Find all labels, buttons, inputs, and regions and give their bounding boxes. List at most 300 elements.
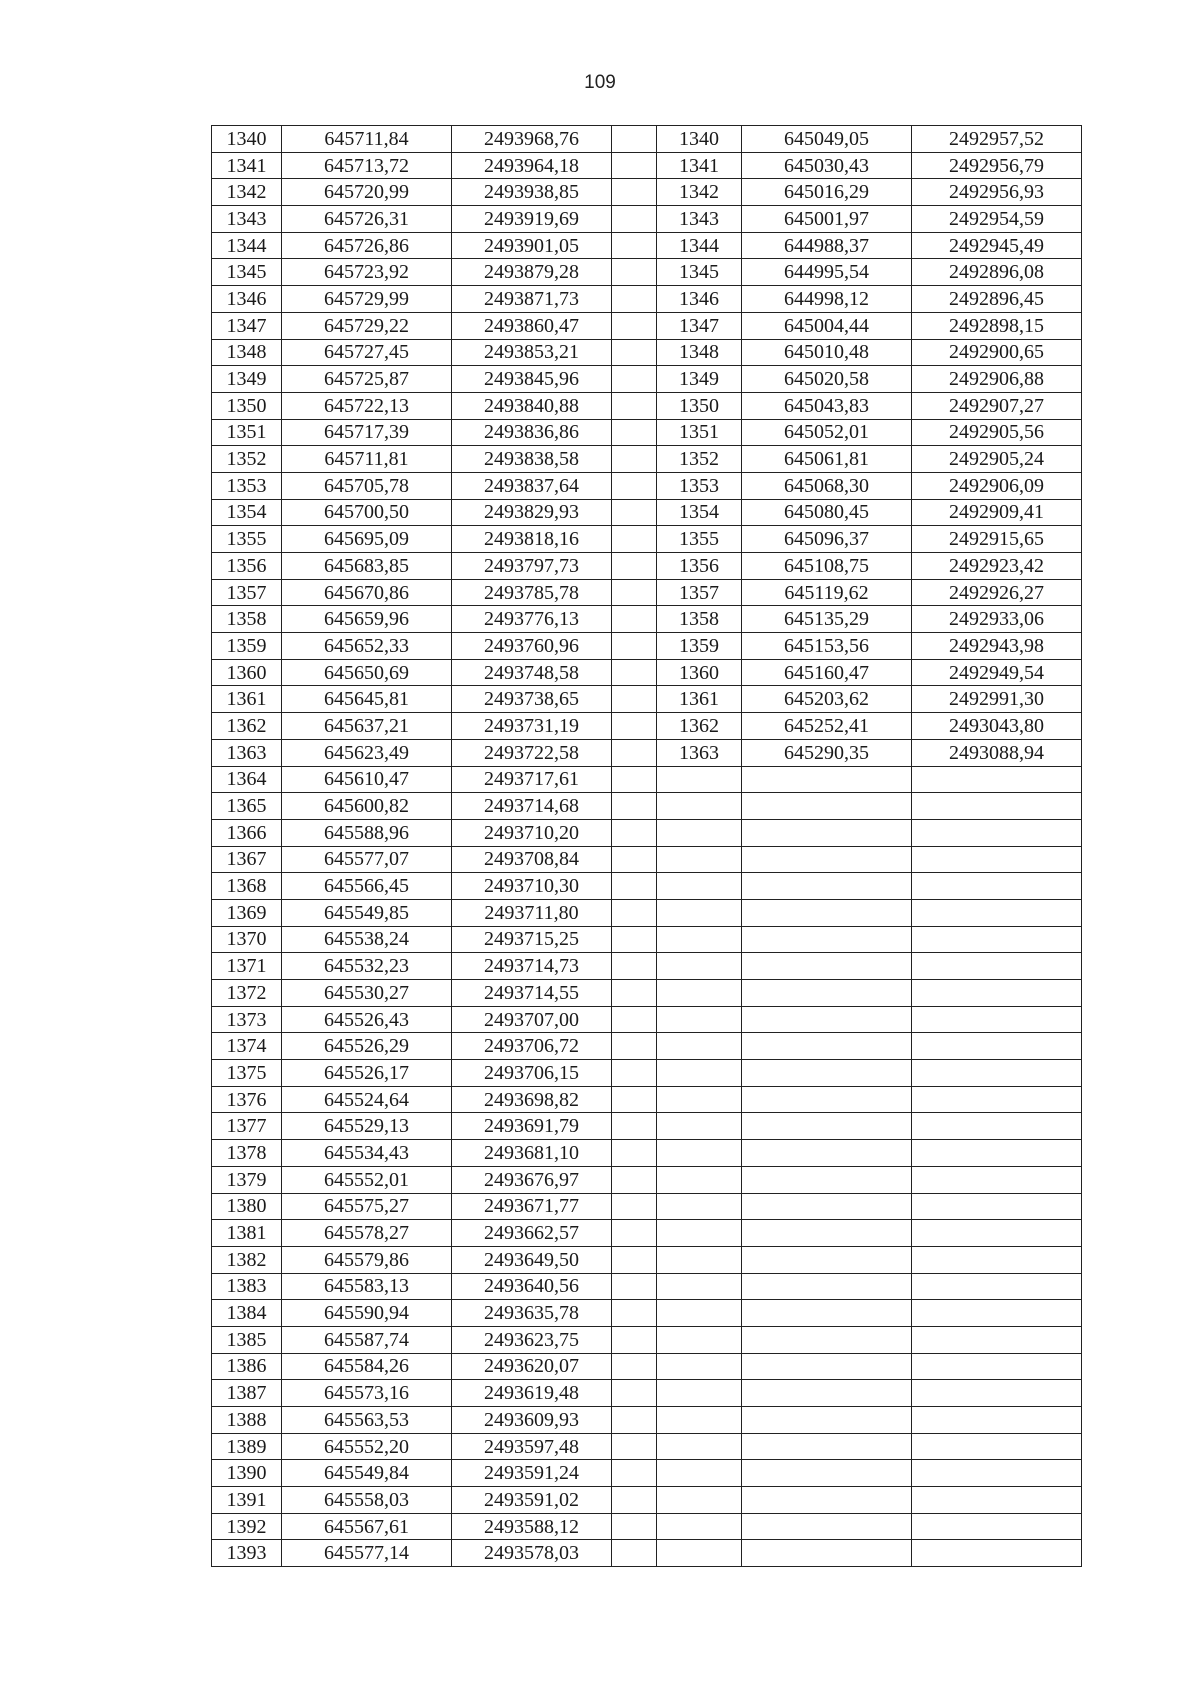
right-point-number-cell (657, 926, 742, 953)
left-x-coordinate-cell: 645652,33 (282, 633, 452, 660)
right-point-number-cell (657, 1086, 742, 1113)
table-row (212, 1380, 1082, 1407)
table-row (212, 206, 1082, 233)
empty-separator-cell (612, 259, 657, 286)
right-point-number-cell: 1357 (657, 579, 742, 606)
empty-separator-cell (612, 1273, 657, 1300)
right-x-coordinate-cell (742, 846, 912, 873)
left-y-coordinate-cell: 2493715,25 (452, 926, 612, 953)
left-y-coordinate-cell: 2493836,86 (452, 419, 612, 446)
left-y-coordinate-cell: 2493681,10 (452, 1140, 612, 1167)
table-row (212, 366, 1082, 393)
table-row (212, 579, 1082, 606)
right-y-coordinate-cell (912, 1380, 1082, 1407)
table-row (212, 392, 1082, 419)
left-y-coordinate-cell: 2493879,28 (452, 259, 612, 286)
left-y-coordinate-cell: 2493776,13 (452, 606, 612, 633)
right-x-coordinate-cell (742, 819, 912, 846)
right-y-coordinate-cell: 2492954,59 (912, 206, 1082, 233)
right-x-coordinate-cell (742, 1460, 912, 1487)
right-point-number-cell (657, 766, 742, 793)
right-x-coordinate-cell (742, 1353, 912, 1380)
right-y-coordinate-cell: 2492923,42 (912, 553, 1082, 580)
left-y-coordinate-cell: 2493710,30 (452, 873, 612, 900)
left-y-coordinate-cell: 2493609,93 (452, 1407, 612, 1434)
left-x-coordinate-cell: 645526,17 (282, 1060, 452, 1087)
right-y-coordinate-cell: 2492945,49 (912, 232, 1082, 259)
left-point-number-cell: 1375 (212, 1060, 282, 1087)
table-row (212, 1140, 1082, 1167)
left-y-coordinate-cell: 2493707,00 (452, 1006, 612, 1033)
left-x-coordinate-cell: 645650,69 (282, 659, 452, 686)
right-y-coordinate-cell (912, 1487, 1082, 1514)
right-point-number-cell: 1355 (657, 526, 742, 553)
right-x-coordinate-cell: 645030,43 (742, 152, 912, 179)
right-y-coordinate-cell (912, 899, 1082, 926)
table-row (212, 1460, 1082, 1487)
table-row (212, 312, 1082, 339)
right-y-coordinate-cell (912, 1060, 1082, 1087)
empty-separator-cell (612, 980, 657, 1007)
right-x-coordinate-cell (742, 1220, 912, 1247)
left-point-number-cell: 1359 (212, 633, 282, 660)
left-x-coordinate-cell: 645610,47 (282, 766, 452, 793)
left-x-coordinate-cell: 645705,78 (282, 472, 452, 499)
left-point-number-cell: 1380 (212, 1193, 282, 1220)
page-number: 109 (584, 72, 616, 93)
right-point-number-cell (657, 1460, 742, 1487)
left-y-coordinate-cell: 2493706,15 (452, 1060, 612, 1087)
left-y-coordinate-cell: 2493901,05 (452, 232, 612, 259)
table-row (212, 1540, 1082, 1567)
empty-separator-cell (612, 179, 657, 206)
table-row (212, 1487, 1082, 1514)
left-x-coordinate-cell: 645683,85 (282, 553, 452, 580)
left-x-coordinate-cell: 645723,92 (282, 259, 452, 286)
empty-separator-cell (612, 846, 657, 873)
left-x-coordinate-cell: 645578,27 (282, 1220, 452, 1247)
right-y-coordinate-cell: 2492907,27 (912, 392, 1082, 419)
right-point-number-cell: 1360 (657, 659, 742, 686)
right-y-coordinate-cell: 2492896,45 (912, 286, 1082, 313)
right-x-coordinate-cell: 645290,35 (742, 739, 912, 766)
right-x-coordinate-cell (742, 793, 912, 820)
left-point-number-cell: 1358 (212, 606, 282, 633)
left-point-number-cell: 1384 (212, 1300, 282, 1327)
empty-separator-cell (612, 1113, 657, 1140)
right-x-coordinate-cell: 645001,97 (742, 206, 912, 233)
left-x-coordinate-cell: 645726,86 (282, 232, 452, 259)
left-point-number-cell: 1370 (212, 926, 282, 953)
left-y-coordinate-cell: 2493620,07 (452, 1353, 612, 1380)
left-x-coordinate-cell: 645590,94 (282, 1300, 452, 1327)
left-y-coordinate-cell: 2493714,55 (452, 980, 612, 1007)
right-point-number-cell: 1353 (657, 472, 742, 499)
left-x-coordinate-cell: 645583,13 (282, 1273, 452, 1300)
right-x-coordinate-cell (742, 1433, 912, 1460)
left-y-coordinate-cell: 2493818,16 (452, 526, 612, 553)
left-x-coordinate-cell: 645729,99 (282, 286, 452, 313)
empty-separator-cell (612, 1006, 657, 1033)
table-row (212, 126, 1082, 153)
table-row (212, 446, 1082, 473)
right-point-number-cell: 1344 (657, 232, 742, 259)
left-point-number-cell: 1374 (212, 1033, 282, 1060)
left-y-coordinate-cell: 2493738,65 (452, 686, 612, 713)
left-x-coordinate-cell: 645577,14 (282, 1540, 452, 1567)
empty-separator-cell (612, 1033, 657, 1060)
left-point-number-cell: 1381 (212, 1220, 282, 1247)
right-x-coordinate-cell: 645160,47 (742, 659, 912, 686)
left-x-coordinate-cell: 645645,81 (282, 686, 452, 713)
right-point-number-cell (657, 1220, 742, 1247)
left-point-number-cell: 1393 (212, 1540, 282, 1567)
empty-separator-cell (612, 152, 657, 179)
left-point-number-cell: 1357 (212, 579, 282, 606)
table-row (212, 1246, 1082, 1273)
left-point-number-cell: 1379 (212, 1166, 282, 1193)
left-x-coordinate-cell: 645573,16 (282, 1380, 452, 1407)
left-point-number-cell: 1371 (212, 953, 282, 980)
empty-separator-cell (612, 286, 657, 313)
right-x-coordinate-cell (742, 1407, 912, 1434)
right-x-coordinate-cell (742, 1246, 912, 1273)
left-y-coordinate-cell: 2493968,76 (452, 126, 612, 153)
left-point-number-cell: 1342 (212, 179, 282, 206)
left-point-number-cell: 1368 (212, 873, 282, 900)
right-point-number-cell: 1349 (657, 366, 742, 393)
left-y-coordinate-cell: 2493711,80 (452, 899, 612, 926)
right-point-number-cell (657, 1166, 742, 1193)
right-y-coordinate-cell: 2492949,54 (912, 659, 1082, 686)
table-row (212, 1006, 1082, 1033)
table-row (212, 1273, 1082, 1300)
left-x-coordinate-cell: 645720,99 (282, 179, 452, 206)
left-x-coordinate-cell: 645579,86 (282, 1246, 452, 1273)
left-x-coordinate-cell: 645623,49 (282, 739, 452, 766)
table-row (212, 819, 1082, 846)
left-point-number-cell: 1352 (212, 446, 282, 473)
right-point-number-cell (657, 899, 742, 926)
left-y-coordinate-cell: 2493619,48 (452, 1380, 612, 1407)
right-y-coordinate-cell (912, 926, 1082, 953)
table-row (212, 606, 1082, 633)
right-x-coordinate-cell: 644995,54 (742, 259, 912, 286)
right-y-coordinate-cell (912, 1513, 1082, 1540)
empty-separator-cell (612, 1487, 657, 1514)
right-x-coordinate-cell: 645068,30 (742, 472, 912, 499)
table-row (212, 1433, 1082, 1460)
left-y-coordinate-cell: 2493797,73 (452, 553, 612, 580)
right-x-coordinate-cell: 644998,12 (742, 286, 912, 313)
left-point-number-cell: 1360 (212, 659, 282, 686)
right-point-number-cell: 1343 (657, 206, 742, 233)
right-x-coordinate-cell (742, 1140, 912, 1167)
right-y-coordinate-cell (912, 1006, 1082, 1033)
left-point-number-cell: 1385 (212, 1326, 282, 1353)
table-row (212, 553, 1082, 580)
left-y-coordinate-cell: 2493714,68 (452, 793, 612, 820)
table-row (212, 1353, 1082, 1380)
empty-separator-cell (612, 873, 657, 900)
left-point-number-cell: 1392 (212, 1513, 282, 1540)
empty-separator-cell (612, 579, 657, 606)
left-point-number-cell: 1347 (212, 312, 282, 339)
left-y-coordinate-cell: 2493829,93 (452, 499, 612, 526)
right-y-coordinate-cell (912, 1140, 1082, 1167)
table-row (212, 846, 1082, 873)
right-point-number-cell: 1362 (657, 713, 742, 740)
right-point-number-cell (657, 1407, 742, 1434)
right-y-coordinate-cell (912, 1326, 1082, 1353)
right-y-coordinate-cell (912, 1407, 1082, 1434)
empty-separator-cell (612, 1193, 657, 1220)
table-row (212, 659, 1082, 686)
right-y-coordinate-cell (912, 953, 1082, 980)
right-point-number-cell (657, 1540, 742, 1567)
empty-separator-cell (612, 553, 657, 580)
left-point-number-cell: 1361 (212, 686, 282, 713)
left-point-number-cell: 1366 (212, 819, 282, 846)
left-y-coordinate-cell: 2493845,96 (452, 366, 612, 393)
right-y-coordinate-cell (912, 1540, 1082, 1567)
empty-separator-cell (612, 633, 657, 660)
right-point-number-cell: 1340 (657, 126, 742, 153)
empty-separator-cell (612, 1513, 657, 1540)
right-y-coordinate-cell (912, 846, 1082, 873)
left-point-number-cell: 1349 (212, 366, 282, 393)
left-y-coordinate-cell: 2493635,78 (452, 1300, 612, 1327)
table-row (212, 686, 1082, 713)
left-x-coordinate-cell: 645726,31 (282, 206, 452, 233)
right-x-coordinate-cell (742, 1113, 912, 1140)
left-x-coordinate-cell: 645563,53 (282, 1407, 452, 1434)
right-y-coordinate-cell (912, 766, 1082, 793)
empty-separator-cell (612, 686, 657, 713)
right-x-coordinate-cell (742, 1326, 912, 1353)
left-x-coordinate-cell: 645575,27 (282, 1193, 452, 1220)
left-x-coordinate-cell: 645695,09 (282, 526, 452, 553)
right-x-coordinate-cell (742, 766, 912, 793)
right-point-number-cell: 1347 (657, 312, 742, 339)
left-x-coordinate-cell: 645729,22 (282, 312, 452, 339)
left-y-coordinate-cell: 2493717,61 (452, 766, 612, 793)
table-row (212, 899, 1082, 926)
left-point-number-cell: 1390 (212, 1460, 282, 1487)
right-x-coordinate-cell: 645203,62 (742, 686, 912, 713)
left-x-coordinate-cell: 645530,27 (282, 980, 452, 1007)
empty-separator-cell (612, 232, 657, 259)
table-row (212, 766, 1082, 793)
left-x-coordinate-cell: 645549,84 (282, 1460, 452, 1487)
left-y-coordinate-cell: 2493671,77 (452, 1193, 612, 1220)
left-point-number-cell: 1362 (212, 713, 282, 740)
empty-separator-cell (612, 1166, 657, 1193)
right-x-coordinate-cell: 645080,45 (742, 499, 912, 526)
left-y-coordinate-cell: 2493714,73 (452, 953, 612, 980)
left-point-number-cell: 1377 (212, 1113, 282, 1140)
empty-separator-cell (612, 926, 657, 953)
right-x-coordinate-cell: 645252,41 (742, 713, 912, 740)
left-x-coordinate-cell: 645725,87 (282, 366, 452, 393)
right-x-coordinate-cell (742, 980, 912, 1007)
table-row (212, 286, 1082, 313)
right-point-number-cell (657, 1433, 742, 1460)
table-row (212, 179, 1082, 206)
left-x-coordinate-cell: 645567,61 (282, 1513, 452, 1540)
left-point-number-cell: 1348 (212, 339, 282, 366)
table-row (212, 232, 1082, 259)
empty-separator-cell (612, 953, 657, 980)
right-x-coordinate-cell (742, 1006, 912, 1033)
right-x-coordinate-cell: 645108,75 (742, 553, 912, 580)
table-row (212, 739, 1082, 766)
left-x-coordinate-cell: 645526,29 (282, 1033, 452, 1060)
table-row (212, 1407, 1082, 1434)
table-row (212, 926, 1082, 953)
table-row (212, 873, 1082, 900)
left-y-coordinate-cell: 2493964,18 (452, 152, 612, 179)
table-row (212, 1086, 1082, 1113)
right-point-number-cell (657, 1033, 742, 1060)
left-point-number-cell: 1378 (212, 1140, 282, 1167)
right-y-coordinate-cell: 2492956,79 (912, 152, 1082, 179)
right-point-number-cell (657, 1273, 742, 1300)
coordinates-table (211, 125, 1082, 1567)
left-point-number-cell: 1353 (212, 472, 282, 499)
right-point-number-cell (657, 1300, 742, 1327)
right-point-number-cell: 1342 (657, 179, 742, 206)
left-y-coordinate-cell: 2493597,48 (452, 1433, 612, 1460)
left-point-number-cell: 1383 (212, 1273, 282, 1300)
table-row (212, 980, 1082, 1007)
right-y-coordinate-cell: 2492896,08 (912, 259, 1082, 286)
right-y-coordinate-cell: 2492933,06 (912, 606, 1082, 633)
table-row (212, 1033, 1082, 1060)
right-y-coordinate-cell (912, 980, 1082, 1007)
right-x-coordinate-cell (742, 1300, 912, 1327)
right-point-number-cell (657, 1246, 742, 1273)
left-y-coordinate-cell: 2493748,58 (452, 659, 612, 686)
right-y-coordinate-cell: 2492898,15 (912, 312, 1082, 339)
left-y-coordinate-cell: 2493860,47 (452, 312, 612, 339)
left-x-coordinate-cell: 645711,81 (282, 446, 452, 473)
empty-separator-cell (612, 793, 657, 820)
right-y-coordinate-cell (912, 1033, 1082, 1060)
right-x-coordinate-cell: 645153,56 (742, 633, 912, 660)
right-point-number-cell: 1363 (657, 739, 742, 766)
empty-separator-cell (612, 1433, 657, 1460)
left-y-coordinate-cell: 2493578,03 (452, 1540, 612, 1567)
right-y-coordinate-cell: 2492906,88 (912, 366, 1082, 393)
right-x-coordinate-cell: 645010,48 (742, 339, 912, 366)
left-y-coordinate-cell: 2493853,21 (452, 339, 612, 366)
empty-separator-cell (612, 339, 657, 366)
right-y-coordinate-cell: 2492900,65 (912, 339, 1082, 366)
right-point-number-cell: 1358 (657, 606, 742, 633)
right-x-coordinate-cell (742, 899, 912, 926)
right-point-number-cell: 1341 (657, 152, 742, 179)
left-y-coordinate-cell: 2493840,88 (452, 392, 612, 419)
left-point-number-cell: 1354 (212, 499, 282, 526)
left-x-coordinate-cell: 645532,23 (282, 953, 452, 980)
right-x-coordinate-cell: 645052,01 (742, 419, 912, 446)
right-x-coordinate-cell (742, 1033, 912, 1060)
left-x-coordinate-cell: 645566,45 (282, 873, 452, 900)
table-row (212, 1060, 1082, 1087)
right-y-coordinate-cell (912, 1273, 1082, 1300)
empty-separator-cell (612, 1460, 657, 1487)
table-row (212, 152, 1082, 179)
left-x-coordinate-cell: 645558,03 (282, 1487, 452, 1514)
right-point-number-cell: 1351 (657, 419, 742, 446)
empty-separator-cell (612, 126, 657, 153)
table-row (212, 1326, 1082, 1353)
left-point-number-cell: 1367 (212, 846, 282, 873)
empty-separator-cell (612, 1380, 657, 1407)
right-point-number-cell (657, 953, 742, 980)
right-x-coordinate-cell: 645016,29 (742, 179, 912, 206)
left-y-coordinate-cell: 2493662,57 (452, 1220, 612, 1247)
empty-separator-cell (612, 1300, 657, 1327)
left-point-number-cell: 1344 (212, 232, 282, 259)
empty-separator-cell (612, 1060, 657, 1087)
right-x-coordinate-cell: 645061,81 (742, 446, 912, 473)
empty-separator-cell (612, 366, 657, 393)
left-point-number-cell: 1355 (212, 526, 282, 553)
left-y-coordinate-cell: 2493640,56 (452, 1273, 612, 1300)
left-point-number-cell: 1386 (212, 1353, 282, 1380)
left-y-coordinate-cell: 2493623,75 (452, 1326, 612, 1353)
left-point-number-cell: 1343 (212, 206, 282, 233)
right-x-coordinate-cell (742, 1273, 912, 1300)
empty-separator-cell (612, 1246, 657, 1273)
right-point-number-cell (657, 1513, 742, 1540)
table-row (212, 499, 1082, 526)
left-point-number-cell: 1369 (212, 899, 282, 926)
left-y-coordinate-cell: 2493760,96 (452, 633, 612, 660)
left-x-coordinate-cell: 645549,85 (282, 899, 452, 926)
right-y-coordinate-cell: 2493088,94 (912, 739, 1082, 766)
right-y-coordinate-cell: 2492926,27 (912, 579, 1082, 606)
empty-separator-cell (612, 899, 657, 926)
left-x-coordinate-cell: 645700,50 (282, 499, 452, 526)
right-y-coordinate-cell (912, 1300, 1082, 1327)
empty-separator-cell (612, 526, 657, 553)
empty-separator-cell (612, 499, 657, 526)
left-y-coordinate-cell: 2493710,20 (452, 819, 612, 846)
right-x-coordinate-cell: 645049,05 (742, 126, 912, 153)
empty-separator-cell (612, 1220, 657, 1247)
right-y-coordinate-cell (912, 1166, 1082, 1193)
left-y-coordinate-cell: 2493691,79 (452, 1113, 612, 1140)
left-x-coordinate-cell: 645600,82 (282, 793, 452, 820)
right-point-number-cell (657, 1380, 742, 1407)
right-y-coordinate-cell (912, 1220, 1082, 1247)
left-x-coordinate-cell: 645552,20 (282, 1433, 452, 1460)
table-row (212, 419, 1082, 446)
right-x-coordinate-cell (742, 1060, 912, 1087)
right-point-number-cell: 1352 (657, 446, 742, 473)
left-point-number-cell: 1363 (212, 739, 282, 766)
empty-separator-cell (612, 739, 657, 766)
table-row (212, 953, 1082, 980)
left-x-coordinate-cell: 645534,43 (282, 1140, 452, 1167)
right-x-coordinate-cell (742, 926, 912, 953)
empty-separator-cell (612, 472, 657, 499)
left-y-coordinate-cell: 2493919,69 (452, 206, 612, 233)
left-x-coordinate-cell: 645713,72 (282, 152, 452, 179)
